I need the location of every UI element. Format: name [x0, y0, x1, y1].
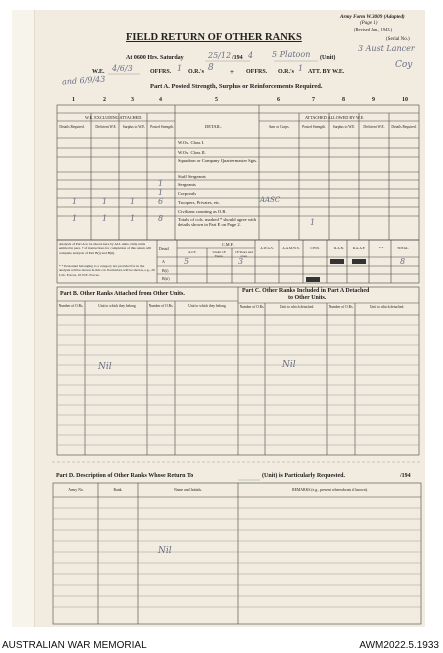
column-number: 7	[312, 97, 315, 103]
or-label: O.R.'s	[188, 69, 205, 75]
part-b-title: Part B. Other Ranks Attached from Other Units.	[60, 291, 185, 297]
part-d-head: Rank.	[113, 488, 123, 492]
column-number: 3	[131, 97, 134, 103]
column-head: Deficient W.E.	[363, 125, 385, 129]
detail-row: Squadron or Company Quartermaster Sgts.	[178, 158, 258, 163]
analysis-row-label: B(i)	[162, 268, 169, 273]
column-number: 2	[103, 97, 106, 103]
column-number: 1	[72, 97, 75, 103]
detail-row: Staff Sergeants	[178, 174, 206, 179]
analysis-head: 18 Years and over.	[235, 250, 253, 258]
part-c-title-1: Part C. Other Ranks Included in Part A Detached	[242, 288, 370, 294]
part-bc-head: Number of O.Rs.	[239, 305, 265, 309]
we-label: W.E.	[92, 69, 105, 75]
analysis-head: * *	[378, 246, 384, 250]
detail-row: Troopers, Privates, etc.	[178, 200, 221, 205]
offrs-label: OFFRS.	[150, 69, 172, 75]
analysis-18-handwritten: 3	[238, 257, 244, 266]
offrs-att-label: OFFRS.	[246, 69, 268, 75]
part-bc-head: Unit to which they belong	[98, 304, 136, 308]
column-head: Arm or Corps.	[268, 125, 290, 129]
unit-label: (Unit)	[320, 55, 336, 61]
unit-handwritten: 5 Platoon	[272, 50, 311, 59]
form-title: FIELD RETURN OF OTHER RANKS	[126, 32, 302, 43]
part-bc-head: Number of O.Rs.	[328, 305, 354, 309]
analysis-head: A.A.M.W.S.	[282, 246, 300, 250]
detail-row: W.Os. Class I.	[178, 140, 205, 145]
part-bc-head: Unit to which detached.	[279, 305, 315, 309]
att-label: ATT. BY W.E.	[308, 69, 345, 75]
detail-row: Corporals	[178, 191, 197, 196]
handwritten-entry: 1	[130, 214, 136, 223]
part-d-head: REMARKS (e.g., present whereabouts if known).	[292, 488, 368, 492]
we-handwritten: 4/6/3	[112, 64, 133, 73]
handwritten-entry: 1	[158, 188, 164, 197]
and-handwritten: and 6/9/43	[61, 74, 106, 87]
analysis-head: R.A.N.	[333, 246, 344, 250]
plus-sign: +	[230, 68, 234, 76]
analysis-note: * * Personnel belonging to a category not provided for in the analysis will be shown in this col. Particulars will be shown, e.g., 20 U.K. Forces, 10 N.E. Forces.	[59, 264, 155, 277]
cmf-head: C.M.F.	[222, 242, 234, 247]
at-line: At 0600 Hrs. Saturday	[126, 55, 184, 61]
offrs-handwritten: 1	[177, 64, 183, 73]
detail-row: Civilians counting as O.R.	[178, 209, 227, 214]
caption-right: AWM2022.5.1933	[359, 640, 439, 651]
arm-corps-handwritten: AASC	[260, 196, 281, 204]
part-d-handwritten: Nil	[158, 546, 172, 556]
form-revision: (Revised Jan., 1943.)	[354, 27, 393, 32]
column-number: 8	[342, 97, 345, 103]
part-a-title: Part A. Posted Strength, Surplus or Reinforcements Required.	[150, 83, 323, 90]
column-number: 9	[372, 97, 375, 103]
analysis-head: A.I.F.	[188, 250, 196, 254]
analysis-head: A.W.A.S.	[260, 246, 274, 250]
part-bc-head: Unit to which detached.	[369, 305, 405, 309]
analysis-aif-handwritten: 5	[184, 257, 190, 266]
serial-label: (Serial No.)	[386, 37, 410, 42]
year-printed: /194	[232, 55, 243, 61]
part-d-title: Part D. Description of Other Ranks Whose Return To	[56, 473, 194, 479]
analysis-row-label: A	[162, 259, 165, 264]
part-b-handwritten: Nil	[98, 362, 112, 372]
part-c-handwritten: Nil	[282, 360, 296, 370]
or-att-handwritten: 1	[298, 64, 304, 73]
unit-handwritten-2: 3 Aust Lancer	[358, 44, 415, 53]
form-page: (Page 1)	[360, 21, 378, 26]
analysis-row-label: B(ii)	[162, 276, 170, 281]
caption-left: AUSTRALIAN WAR MEMORIAL	[2, 640, 147, 651]
analysis-head: CIVIL	[310, 246, 320, 250]
column-head: Posted Strength.	[302, 125, 326, 129]
detail-row: W.Os. Class II.	[178, 150, 206, 155]
part-d-head: Army No.	[68, 488, 84, 492]
unit-handwritten-3: Coy	[395, 60, 413, 70]
analysis-head: TOTAL.	[396, 246, 409, 250]
detail-row: Sergeants	[178, 182, 196, 187]
part-bc-head: Number of O.Rs.	[58, 304, 84, 308]
att-allowed-head: ATTACHED ALLOWED BY W.E.	[305, 115, 365, 120]
handwritten-entry: 1	[72, 214, 78, 223]
handwritten-entry: 1	[102, 197, 108, 206]
date-handwritten: 25/12	[208, 51, 232, 60]
year-handwritten: 4	[248, 51, 254, 60]
posted-att-handwritten: 1	[310, 218, 316, 227]
column-head: Deficient W.E.	[95, 125, 117, 129]
column-head: Details Required.	[391, 125, 417, 129]
column-head: Posted Strength.	[150, 125, 174, 129]
handwritten-entry: 1	[158, 179, 164, 188]
handwritten-entry: 1	[102, 214, 108, 223]
analysis-head: Under 18 Years.	[212, 250, 226, 258]
detail-head: DETAIL.	[205, 124, 223, 129]
handwritten-entry: 8	[158, 214, 164, 223]
column-head: Surplus to W.E.	[332, 125, 356, 129]
part-d-head: Name and Initials.	[174, 488, 202, 492]
part-bc-head: Unit to which they belong	[188, 304, 226, 308]
column-number: 10	[402, 97, 408, 103]
analysis-text: Analysis of Part A to be shown here by ALL units. Only units entitled in para. 7 of instructions for completion of this return will complete analysis of Part B(i) and B(ii).	[59, 242, 152, 255]
part-bc-head: Number of O.Rs.	[148, 304, 174, 308]
we-excl-head: W.E. EXCLUDING ATTACHED.	[85, 115, 143, 120]
analysis-detail-head: Detail	[159, 246, 169, 251]
analysis-total-handwritten: 8	[400, 257, 406, 266]
or-handwritten: 8	[208, 63, 214, 73]
part-d-unit-label: (Unit) is Particularly Requested.	[262, 473, 345, 479]
column-number: 6	[277, 97, 280, 103]
form-number: Army Form W.3009 (Adapted)	[340, 14, 405, 20]
column-head: Details Required.	[59, 125, 85, 129]
or-att-label: O.R.'s	[278, 69, 295, 75]
handwritten-entry: 1	[130, 197, 136, 206]
part-d-date-tail: /194	[400, 473, 411, 479]
analysis-head: R.A.A.F.	[352, 246, 366, 250]
column-number: 4	[159, 97, 162, 103]
column-head: Surplus to W.E.	[122, 125, 146, 129]
column-number: 5	[215, 97, 218, 103]
handwritten-entry: 6	[158, 197, 164, 206]
part-c-title-2: to Other Units.	[288, 295, 327, 301]
detail-row: Totals of cols. marked * should agree with details shown in Part E on Page 2.	[178, 217, 257, 228]
handwritten-entry: 1	[72, 197, 78, 206]
